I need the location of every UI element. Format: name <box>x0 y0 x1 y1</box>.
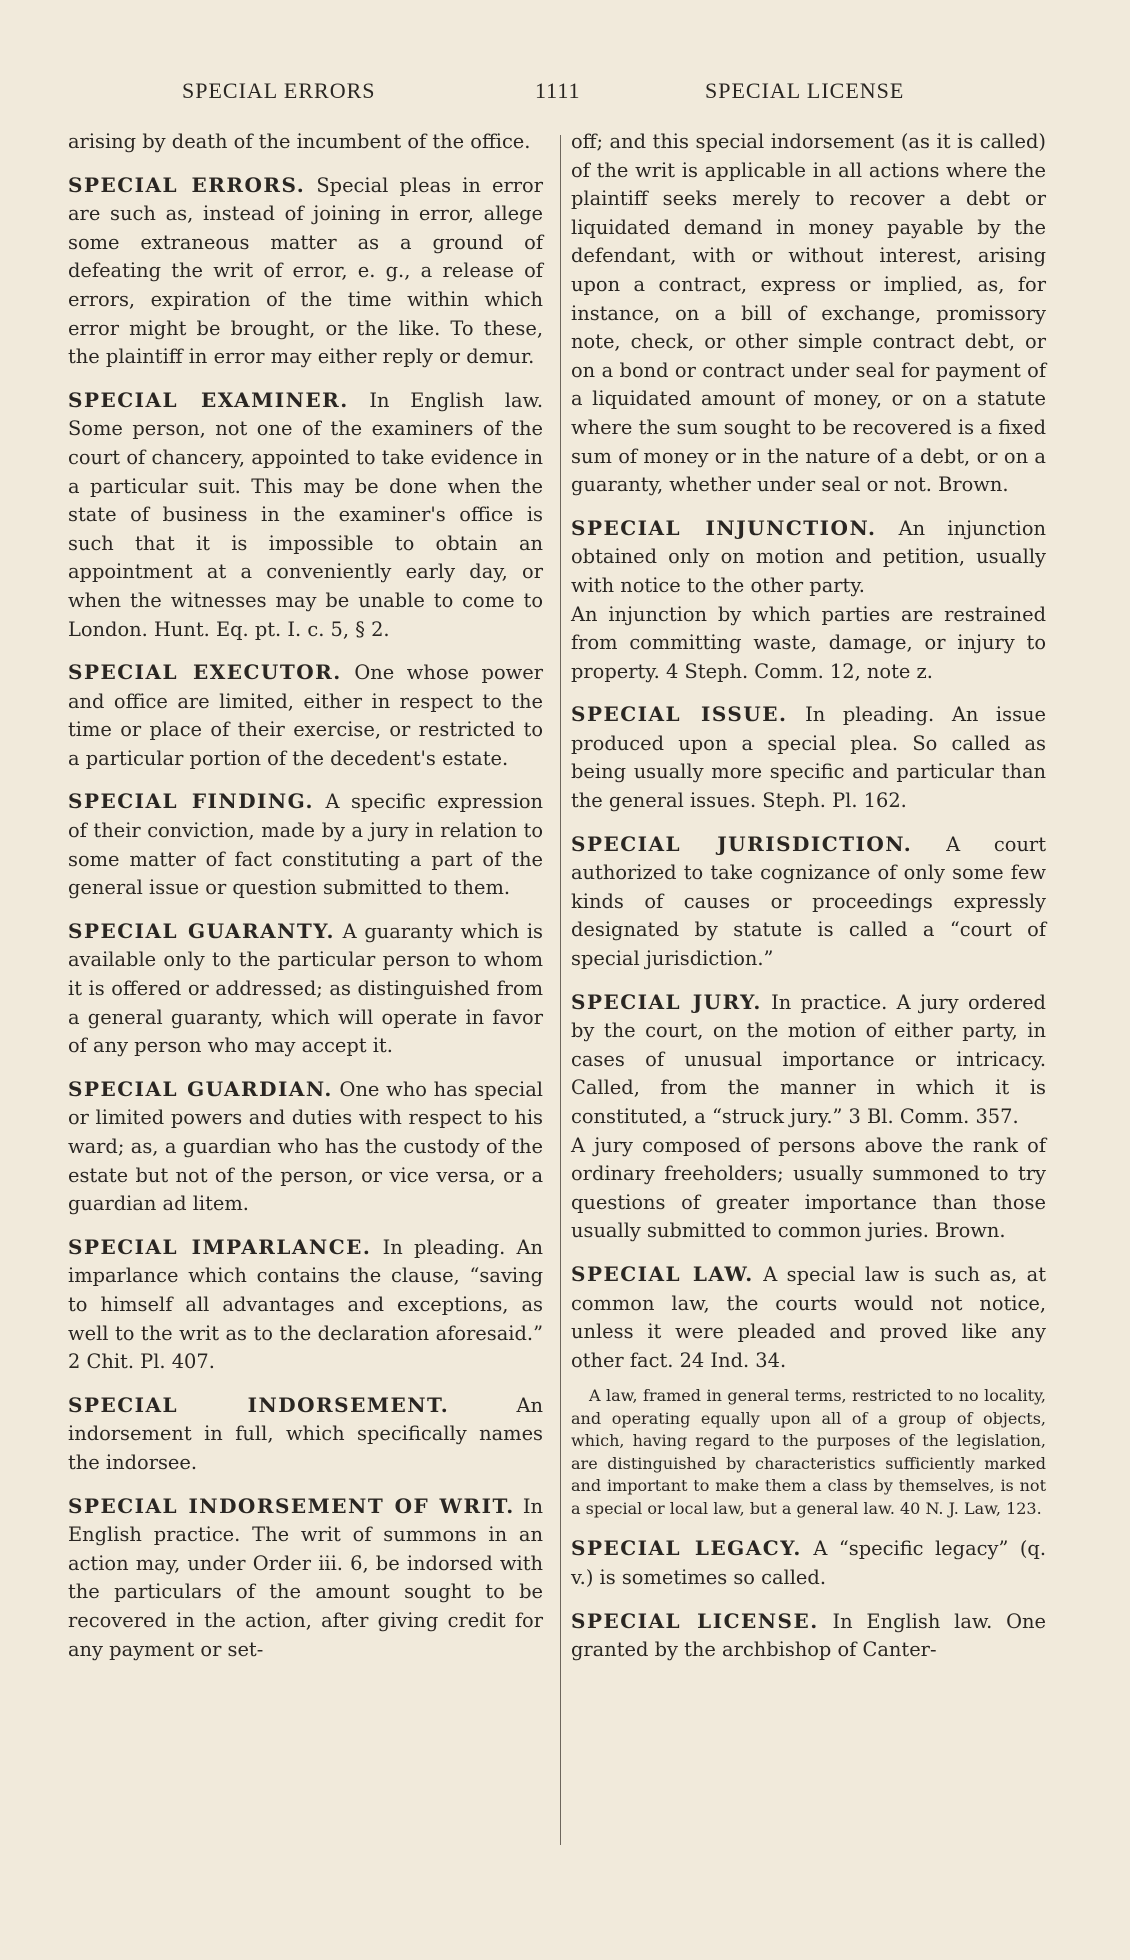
entry <box>571 830 1046 974</box>
entry-definition: In practice. A jury ordered by the court, on the motion of either party, in cases of unusual importance or intricacy. Called, from the manner in which it is constituted, a “struck jury.” 3 Bl. Comm. 357. <box>571 990 1046 1128</box>
entry-headword: SPECIAL GUARANTY. <box>68 918 335 943</box>
entry-definition: A guaranty which is available only to the particular person to whom it is offered or addressed; as distinguished from a general guaranty, which will operate in favor of any person who may accept it. <box>68 919 543 1058</box>
entry-definition: In pleading. An imparlance which contains the clause, “saving to himself all advantages and exceptions, as well to the writ as to the declaration aforesaid.” 2 Chit. Pl. 407. <box>68 1235 543 1374</box>
entry-headword: SPECIAL JURISDICTION. <box>571 831 913 856</box>
entry-headword: SPECIAL ISSUE. <box>571 702 788 727</box>
entry-definition: A “specific legacy” (q. v.) is sometimes so called. <box>571 1537 1046 1589</box>
entry-definition: In English law. One granted by the archbishop of Canter- <box>571 1609 1046 1662</box>
entry-headword: SPECIAL EXAMINER. <box>68 387 349 412</box>
entry-definition: A specific expression of their conviction, made by a jury in relation to some matter of fact constituting a part of the general issue or question submitted to them. <box>68 790 543 900</box>
entry-definition: A special law is such as, at common law, the courts would not notice, unless it were pleaded and proved like any other fact. 24 Ind. 34. <box>571 1262 1046 1372</box>
entry-definition: In pleading. An issue produced upon a special plea. So called as being usually more specific and particular than the general issues. Steph. Pl. 162. <box>571 703 1046 813</box>
entry <box>68 787 543 902</box>
entry-definition: In English practice. The writ of summons in an action may, under Order iii. 6, be indorsed with the particulars of the amount sought to be recovered in the action, after giving credit for any payment or set- <box>68 1494 543 1661</box>
entry <box>68 917 543 1061</box>
entry-headword: SPECIAL IMPARLANCE. <box>68 1234 372 1259</box>
entry <box>571 1534 1046 1592</box>
entry-definition: One whose power and office are limited, either in respect to the time or place of their exercise, or restricted to a particular portion of the decedent's estate. <box>68 661 543 770</box>
entry <box>571 1607 1046 1665</box>
header-right-guideword: SPECIAL LICENSE <box>705 78 905 103</box>
column-divider <box>560 135 561 1845</box>
entry-headword: SPECIAL LICENSE. <box>571 1608 819 1633</box>
right-column <box>571 128 1046 1679</box>
entry <box>68 1391 543 1478</box>
entry-definition: Special pleas in error are such as, instead of joining in error, allege some extraneous matter as a ground of defeating the writ of error, e. g., a release of errors, expiration of the time within which error might be brought, or the like. To these, the plaintiff in error may either reply or demur. <box>68 173 543 369</box>
entry <box>571 988 1046 1246</box>
entry-headword: SPECIAL LAW. <box>571 1261 754 1286</box>
entry-headword: SPECIAL FINDING. <box>68 789 315 814</box>
left-column <box>68 128 543 1678</box>
running-header <box>70 78 1070 112</box>
entry <box>571 514 1046 687</box>
entry-definition: An indorsement in full, which specifically names the indorsee. <box>68 1393 543 1474</box>
entry <box>571 1260 1046 1375</box>
entry-definition: A court authorized to take cognizance of only some few kinds of causes or proceedings expressly designated by statute is called a “court of special jurisdiction.” <box>571 832 1046 971</box>
entry <box>68 1233 543 1377</box>
entry-headword: SPECIAL INDORSEMENT. <box>68 1392 450 1417</box>
continued-text <box>68 128 543 157</box>
entry <box>68 1075 543 1219</box>
entry <box>68 1492 543 1665</box>
entry-headword: SPECIAL ERRORS. <box>68 172 306 197</box>
entry-definition: One who has special or limited powers and duties with respect to his ward; as, a guardian who has the custody of the estate but not of the person, or vice versa, or a guardian ad litem. <box>68 1077 543 1216</box>
continuation-text: off; and this special indorsement (as it is called) of the writ is applicable in all actions where the plaintiff seeks merely to recover a debt or liquidated demand in money payable by the defendant, with or without interest, arising upon a contract, express or implied, as, for instance, on a bill of exchange, promissory note, check, or other simple contract debt, or on a bond or contract under seal for payment of a liquidated amount of money, or on a statute where the sum sought to be recovered is a fixed sum of money or in the nature of a debt, or on a guaranty, whether under seal or not. Brown. <box>571 130 1046 497</box>
continued-text <box>571 128 1046 500</box>
page-number: 1111 <box>535 78 581 103</box>
entry-additional-sense: An injunction by which parties are restrained from committing waste, damage, or injury to property. 4 Steph. Comm. 12, note z. <box>571 602 1046 683</box>
continuation-text: arising by death of the incumbent of the office. <box>68 130 531 153</box>
entry <box>68 386 543 644</box>
entry <box>68 658 543 773</box>
header-left-guideword: SPECIAL ERRORS <box>182 78 376 103</box>
small-print-note: A law, framed in general terms, restricted to no locality, and operating equally upon all of a group of objects, which, having regard to the purposes of the legislation, are distinguished by characteristics sufficiently marked and important to make them a class by themselves, is not a special or local law, but a general law. 40 N. J. Law, 123. <box>571 1386 1046 1518</box>
entry <box>68 171 543 372</box>
entry-headword: SPECIAL INJUNCTION. <box>571 515 877 540</box>
entry-headword: SPECIAL JURY. <box>571 989 762 1014</box>
entry-additional-sense: A jury composed of persons above the rank of ordinary freeholders; usually summoned to try questions of greater importance than those usually submitted to common juries. Brown. <box>571 1133 1046 1243</box>
entry-headword: SPECIAL LEGACY. <box>571 1536 802 1561</box>
entry-headword: SPECIAL GUARDIAN. <box>68 1076 333 1101</box>
entry-headword: SPECIAL INDORSEMENT OF WRIT. <box>68 1493 515 1518</box>
entry-definition: An injunction obtained only on motion and petition, usually with notice to the other party. <box>571 516 1046 597</box>
entry-definition: In English law. Some person, not one of the examiners of the court of chancery, appointed to take evidence in a particular suit. This may be done when the state of business in the examiner's office is such that it is impossible to obtain an appointment at a conveniently early day, or when the witnesses may be unable to come to London. Hunt. Eq. pt. I. c. 5, § 2. <box>68 388 543 641</box>
entry <box>571 700 1046 815</box>
entry-headword: SPECIAL EXECUTOR. <box>68 660 342 685</box>
